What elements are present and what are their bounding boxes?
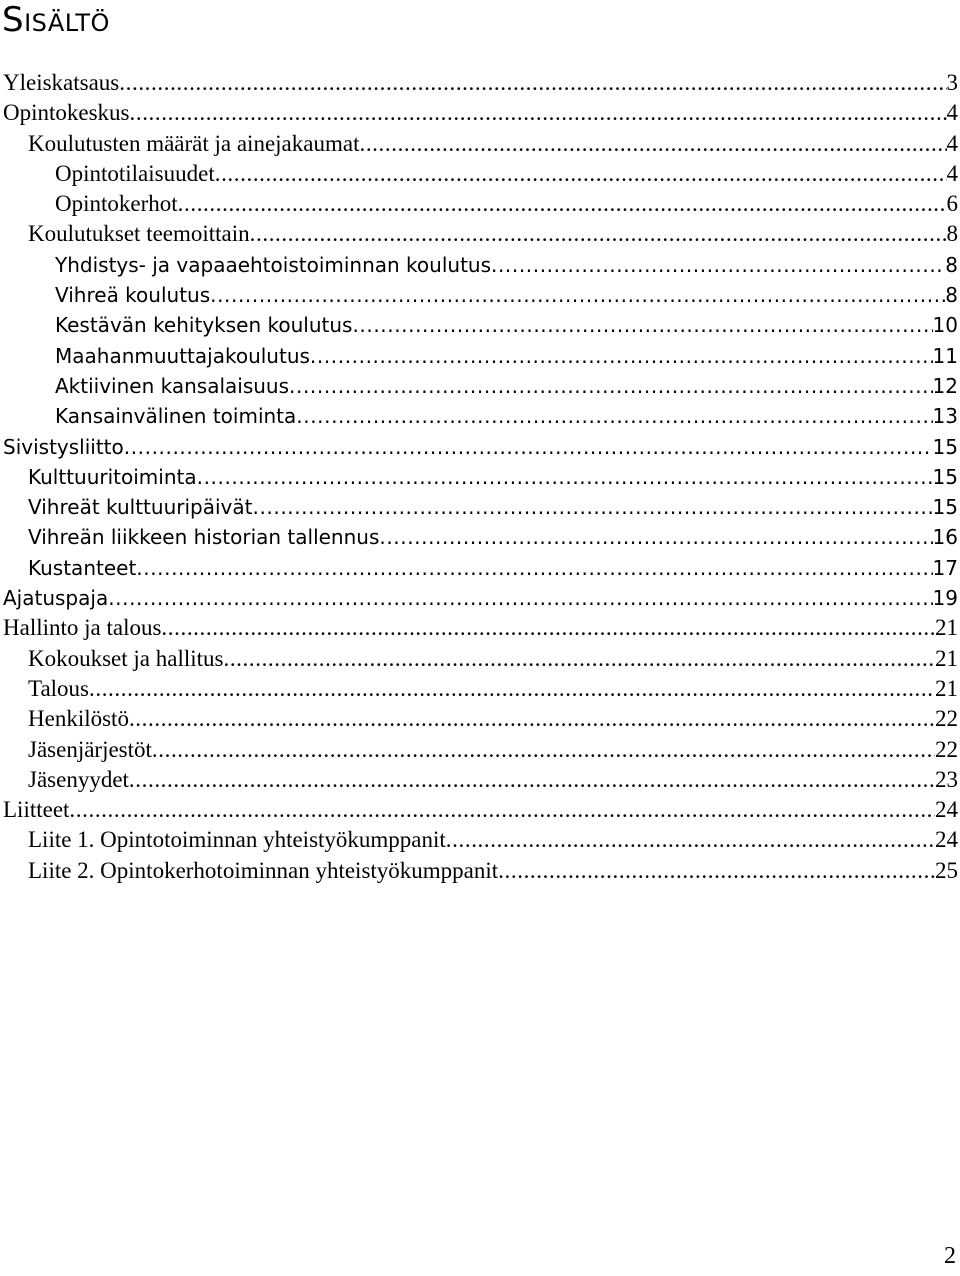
toc-entry[interactable] bbox=[0, 462, 960, 492]
toc-dot-leader bbox=[130, 98, 947, 128]
toc-dot-leader bbox=[498, 856, 935, 886]
toc-dot-leader bbox=[379, 522, 932, 552]
toc-entry-label: Kestävän kehityksen koulutus bbox=[55, 313, 353, 338]
toc-entry-label: Sivistysliitto bbox=[3, 434, 124, 459]
toc-entry[interactable] bbox=[0, 68, 960, 98]
toc-entry-page: 4 bbox=[946, 100, 958, 126]
toc-entry-label: Opintotilaisuudet bbox=[55, 160, 215, 186]
toc-dot-leader bbox=[178, 189, 947, 219]
toc-entry[interactable] bbox=[0, 704, 960, 734]
toc-dot-leader bbox=[223, 644, 935, 674]
toc-dot-leader bbox=[129, 765, 935, 795]
toc-entry[interactable] bbox=[0, 735, 960, 765]
toc-entry[interactable] bbox=[0, 280, 960, 310]
table-of-contents bbox=[0, 68, 960, 886]
toc-entry-page: 19 bbox=[932, 586, 958, 611]
toc-entry[interactable] bbox=[0, 492, 960, 522]
toc-dot-leader bbox=[152, 735, 935, 765]
toc-dot-leader bbox=[124, 432, 933, 462]
toc-entry-label: Vihreät kulttuuripäivät bbox=[28, 495, 253, 520]
toc-entry-label: Yhdistys- ja vapaaehtoistoiminnan koulutus bbox=[55, 252, 492, 277]
toc-entry-label: Maahanmuuttajakoulutus bbox=[55, 343, 310, 368]
toc-entry-label: Opintokeskus bbox=[3, 100, 130, 126]
toc-dot-leader bbox=[108, 583, 932, 613]
toc-entry[interactable] bbox=[0, 432, 960, 462]
toc-entry[interactable] bbox=[0, 825, 960, 855]
toc-entry[interactable] bbox=[0, 553, 960, 583]
toc-entry-label: Aktiivinen kansalaisuus bbox=[55, 373, 290, 398]
toc-entry[interactable] bbox=[0, 371, 960, 401]
toc-dot-leader bbox=[119, 68, 946, 98]
toc-dot-leader bbox=[210, 280, 945, 310]
toc-entry-page: 6 bbox=[946, 191, 958, 217]
toc-entry-page: 25 bbox=[935, 857, 958, 883]
toc-entry[interactable] bbox=[0, 341, 960, 371]
toc-entry-label: Kansainvälinen toiminta bbox=[55, 404, 297, 429]
toc-entry-page: 12 bbox=[932, 373, 958, 398]
toc-entry-label: Liitteet bbox=[3, 797, 70, 823]
toc-entry-page: 24 bbox=[935, 827, 958, 853]
toc-dot-leader bbox=[296, 401, 932, 431]
toc-entry-page: 15 bbox=[932, 434, 958, 459]
toc-dot-leader bbox=[310, 341, 933, 371]
toc-entry-label: Opintokerhot bbox=[55, 191, 178, 217]
toc-entry[interactable] bbox=[0, 613, 960, 643]
toc-entry-label: Koulutusten määrät ja ainejakaumat bbox=[28, 130, 360, 156]
toc-entry-label: Kokoukset ja hallitus bbox=[28, 645, 224, 671]
toc-entry-page: 8 bbox=[945, 283, 958, 308]
toc-entry[interactable] bbox=[0, 401, 960, 431]
toc-entry-label: Kulttuuritoiminta bbox=[28, 464, 197, 489]
toc-entry[interactable] bbox=[0, 129, 960, 159]
toc-entry-page: 24 bbox=[935, 797, 958, 823]
toc-entry[interactable] bbox=[0, 765, 960, 795]
toc-dot-leader bbox=[352, 310, 932, 340]
toc-entry[interactable] bbox=[0, 583, 960, 613]
toc-entry[interactable] bbox=[0, 98, 960, 128]
toc-entry[interactable] bbox=[0, 644, 960, 674]
toc-entry[interactable] bbox=[0, 522, 960, 552]
toc-dot-leader bbox=[252, 492, 932, 522]
toc-entry[interactable] bbox=[0, 674, 960, 704]
toc-entry-page: 8 bbox=[946, 221, 958, 247]
page-number: 2 bbox=[944, 1243, 956, 1269]
toc-dot-leader bbox=[250, 219, 947, 249]
page-title: Sisältö bbox=[2, 0, 110, 40]
toc-entry-page: 17 bbox=[932, 555, 958, 580]
toc-entry-page: 10 bbox=[932, 313, 958, 338]
toc-entry-page: 16 bbox=[932, 525, 958, 550]
toc-entry-label: Jäsenyydet bbox=[28, 766, 129, 792]
toc-entry-page: 11 bbox=[932, 343, 958, 368]
toc-entry[interactable] bbox=[0, 310, 960, 340]
toc-entry-label: Ajatuspaja bbox=[3, 586, 109, 611]
toc-entry-label: Talous bbox=[28, 675, 89, 701]
toc-dot-leader bbox=[161, 613, 935, 643]
toc-entry[interactable] bbox=[0, 219, 960, 249]
toc-entry-label: Koulutukset teemoittain bbox=[28, 221, 250, 247]
toc-entry-page: 22 bbox=[935, 736, 958, 762]
toc-entry-page: 21 bbox=[935, 615, 958, 641]
toc-entry[interactable] bbox=[0, 856, 960, 886]
toc-dot-leader bbox=[289, 371, 933, 401]
toc-entry[interactable] bbox=[0, 189, 960, 219]
toc-entry-page: 15 bbox=[932, 495, 958, 520]
toc-entry-page: 23 bbox=[935, 766, 958, 792]
toc-dot-leader bbox=[136, 553, 932, 583]
toc-entry-page: 4 bbox=[946, 160, 958, 186]
toc-entry-page: 8 bbox=[945, 252, 958, 277]
toc-entry-page: 15 bbox=[932, 464, 958, 489]
toc-entry-label: Vihreä koulutus bbox=[55, 283, 211, 308]
toc-entry-page: 13 bbox=[932, 404, 958, 429]
toc-dot-leader bbox=[69, 795, 935, 825]
toc-dot-leader bbox=[359, 129, 946, 159]
toc-dot-leader bbox=[215, 159, 947, 189]
toc-entry[interactable] bbox=[0, 250, 960, 280]
toc-entry-label: Kustanteet bbox=[28, 555, 137, 580]
toc-entry-label: Jäsenjärjestöt bbox=[28, 736, 152, 762]
toc-entry-label: Henkilöstö bbox=[28, 706, 129, 732]
toc-entry-page: 21 bbox=[935, 645, 958, 671]
toc-entry[interactable] bbox=[0, 795, 960, 825]
toc-entry-page: 21 bbox=[935, 675, 958, 701]
toc-entry-label: Vihreän liikkeen historian tallennus bbox=[28, 525, 380, 550]
toc-entry-label: Liite 1. Opintotoiminnan yhteistyökumppanit bbox=[28, 827, 446, 853]
toc-entry-label: Hallinto ja talous bbox=[3, 615, 162, 641]
toc-dot-leader bbox=[89, 674, 935, 704]
toc-dot-leader bbox=[129, 704, 935, 734]
toc-entry-page: 4 bbox=[946, 130, 958, 156]
toc-entry[interactable] bbox=[0, 159, 960, 189]
toc-entry-label: Yleiskatsaus bbox=[3, 70, 120, 95]
toc-entry-label: Liite 2. Opintokerhotoiminnan yhteistyökumppanit bbox=[28, 857, 499, 883]
toc-dot-leader bbox=[491, 250, 945, 280]
toc-entry-page: 3 bbox=[946, 70, 958, 95]
toc-dot-leader bbox=[197, 462, 933, 492]
toc-entry-page: 22 bbox=[935, 706, 958, 732]
toc-dot-leader bbox=[446, 825, 935, 855]
